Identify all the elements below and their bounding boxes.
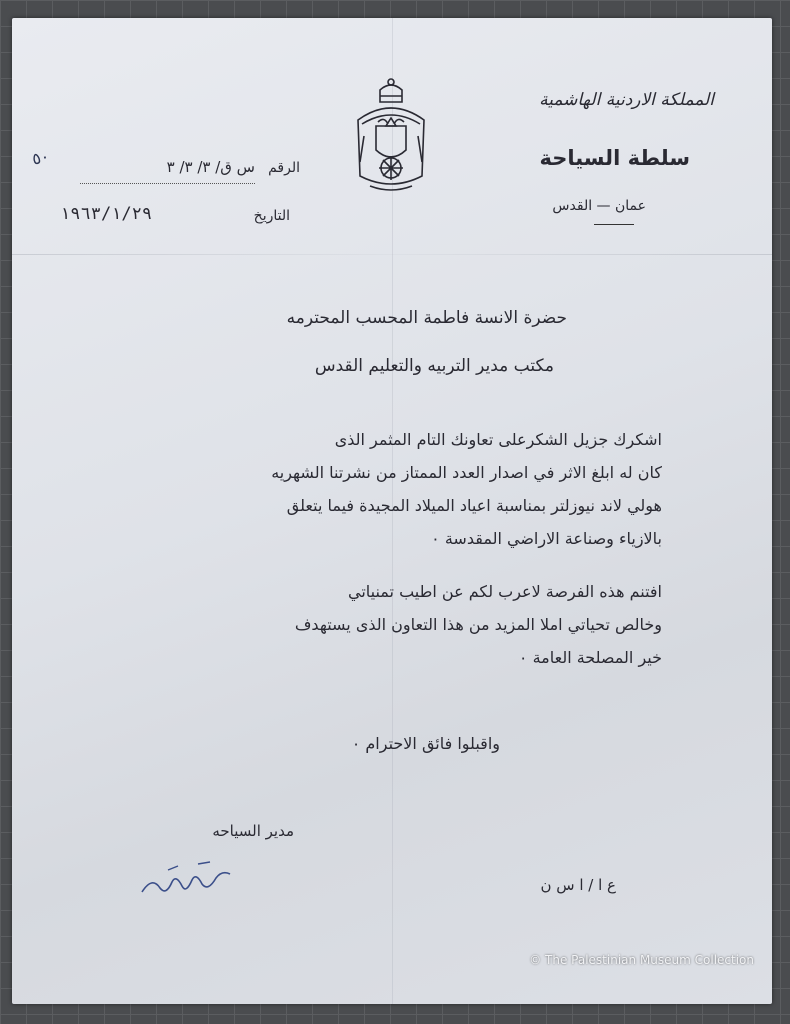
addressee-office: مكتب مدير التربيه والتعليم القدس (314, 356, 554, 376)
letterhead-kingdom: المملكة الاردنية الهاشمية (539, 90, 714, 110)
signatory-title: مدير السياحه (212, 822, 294, 840)
reference-value: س ق/ ٣/ ٣/ ٣ (166, 158, 255, 176)
location-underline (594, 224, 634, 225)
jordan-coat-of-arms-icon (350, 76, 432, 204)
collection-credit: © The Palestinian Museum Collection (529, 953, 754, 967)
body-line: كان له ابلغ الاثر في اصدار العدد الممتاز من نشرتنا الشهريه (271, 463, 662, 482)
body-line: افتنم هذه الفرصة لاعرب لكم عن اطيب تمنياتي (347, 582, 662, 601)
typist-initials: ع ا / ا س ن (540, 876, 616, 894)
body-line: بالازياء وصناعة الاراضي المقدسة ٠ (431, 529, 662, 548)
reference-label: الرقم (268, 160, 300, 176)
date-row (60, 204, 290, 232)
letterhead-authority: سلطة السياحة (539, 146, 690, 170)
date-label: التاريخ (253, 208, 290, 224)
addressee-name: حضرة الانسة فاطمة المحسب المحترمه (286, 308, 567, 328)
letterhead-location: عمان — القدس (552, 198, 646, 214)
body-line: وخالص تحياتي املا المزيد من هذا التعاون الذى يستهدف (294, 615, 662, 634)
reference-row (70, 158, 300, 186)
body-line: اشكرك جزيل الشكرعلى تعاونك التام المثمر الذى (334, 430, 662, 449)
reference-dotted-line (80, 183, 255, 184)
body-line: هولي لاند نيوزلتر بمناسبة اعياد الميلاد المجيدة فيما يتعلق (286, 496, 662, 515)
date-value: ١٩٦٣/١/٢٩ (60, 204, 153, 224)
body-line: خير المصلحة العامة ٠ (518, 648, 662, 667)
handwritten-mark: ٥٠ (29, 146, 52, 169)
closing-phrase: واقبلوا فائق الاحترام ٠ (351, 734, 500, 753)
letter-paper (12, 18, 772, 1004)
handwritten-signature-icon (138, 856, 234, 900)
